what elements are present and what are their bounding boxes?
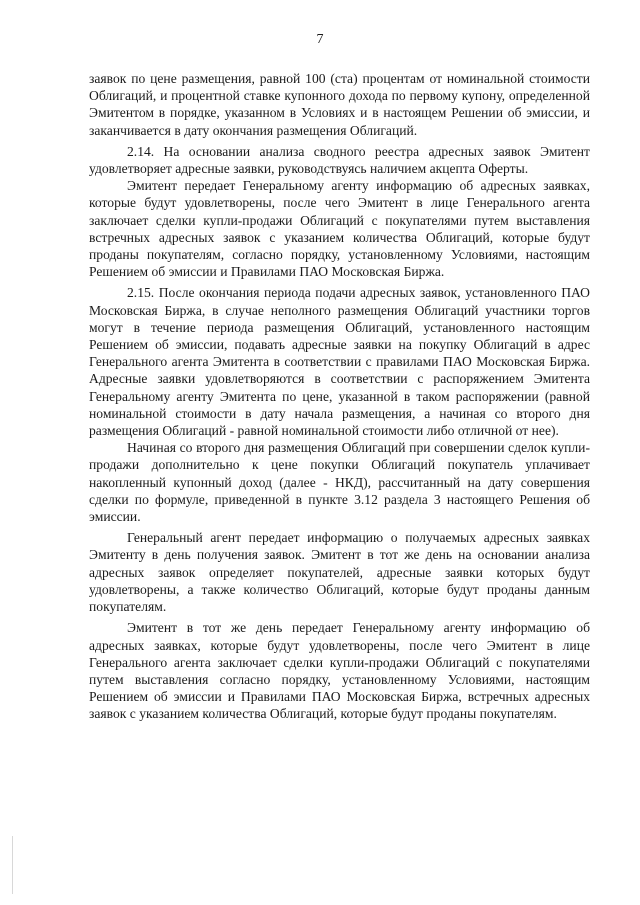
paragraph-2-14: 2.14. На основании анализа сводного реестра адресных заявок Эмитент удовлетворяет адресные заявки, руководствуясь наличием акцепта Оферты. (89, 143, 590, 177)
page-number: 7 (316, 32, 324, 47)
scan-edge-mark (12, 836, 13, 894)
paragraph-continuation: заявок по цене размещения, равной 100 (ста) процентам от номинальной стоимости Облигаций, и процентной ставке купонного дохода по первому купону, определенной Эмитентом в порядке, указанном в Условиях и в настоящем Решении об эмиссии, и заканчивается в дату окончания размещения Облигаций. (89, 71, 590, 138)
paragraph-2-15: 2.15. После окончания периода подачи адресных заявок, установленного ПАО Московская Биржа, в случае неполного размещения Облигаций участники торгов могут в течение периода размещения Облигаций, установленного настоящим Решением об эмиссии, подавать адресные заявки на покупку Облигаций в адрес Генерального агента Эмитента в соответствии с правилами ПАО Московская Биржа. Адресные заявки удовлетворяются в соответствии с распоряжением Эмитента Генеральному агенту Эмитента по цене, указанной в таком распоряжении (равной номинальной стоимости в дату начала размещения, а начиная со второго дня размещения Облигаций - равной номинальной стоимости либо отличной от нее). (89, 285, 590, 439)
paragraph-general-agent-info: Эмитент передает Генеральному агенту информацию об адресных заявках, которые будут удовлетворены, после чего Эмитент в лице Генерального агента заключает сделки купли-продажи Облигаций с покупателями путем выставления встречных адресных заявок с указанием количества Облигаций, которые будут проданы покупателям, согласно порядку, установленному Условиями, настоящим Решением об эмиссии и Правилами ПАО Московская Биржа. (89, 178, 590, 280)
paragraph-agent-transfers-info: Генеральный агент передает информацию о получаемых адресных заявках Эмитенту в день получения заявок. Эмитент в тот же день на основании анализа адресных заявок определяет покупателей, адресные заявки которых будут удовлетворены, а также количество Облигаций, которые будут проданы данным покупателям. (89, 530, 590, 615)
paragraph-issuer-same-day: Эмитент в тот же день передает Генеральному агенту информацию об адресных заявках, которые будут удовлетворены, после чего Эмитент в лице Генерального агента заключает сделки купли-продажи Облигаций с покупателями путем выставления согласно порядку, установленному Условиями, настоящим Решением об эмиссии и Правилами ПАО Московская Биржа, встречных адресных заявок с указанием количества Облигаций, которые будут проданы покупателям. (89, 620, 590, 722)
paragraph-second-day-nkd: Начиная со второго дня размещения Облигаций при совершении сделок купли-продажи дополнительно к цене покупки Облигаций покупатель уплачивает накопленный купонный доход (далее - НКД), рассчитанный на дату совершения сделки по формуле, приведенной в пункте 3.12 раздела 3 настоящего Решения об эмиссии. (89, 440, 590, 525)
document-body (89, 70, 590, 727)
